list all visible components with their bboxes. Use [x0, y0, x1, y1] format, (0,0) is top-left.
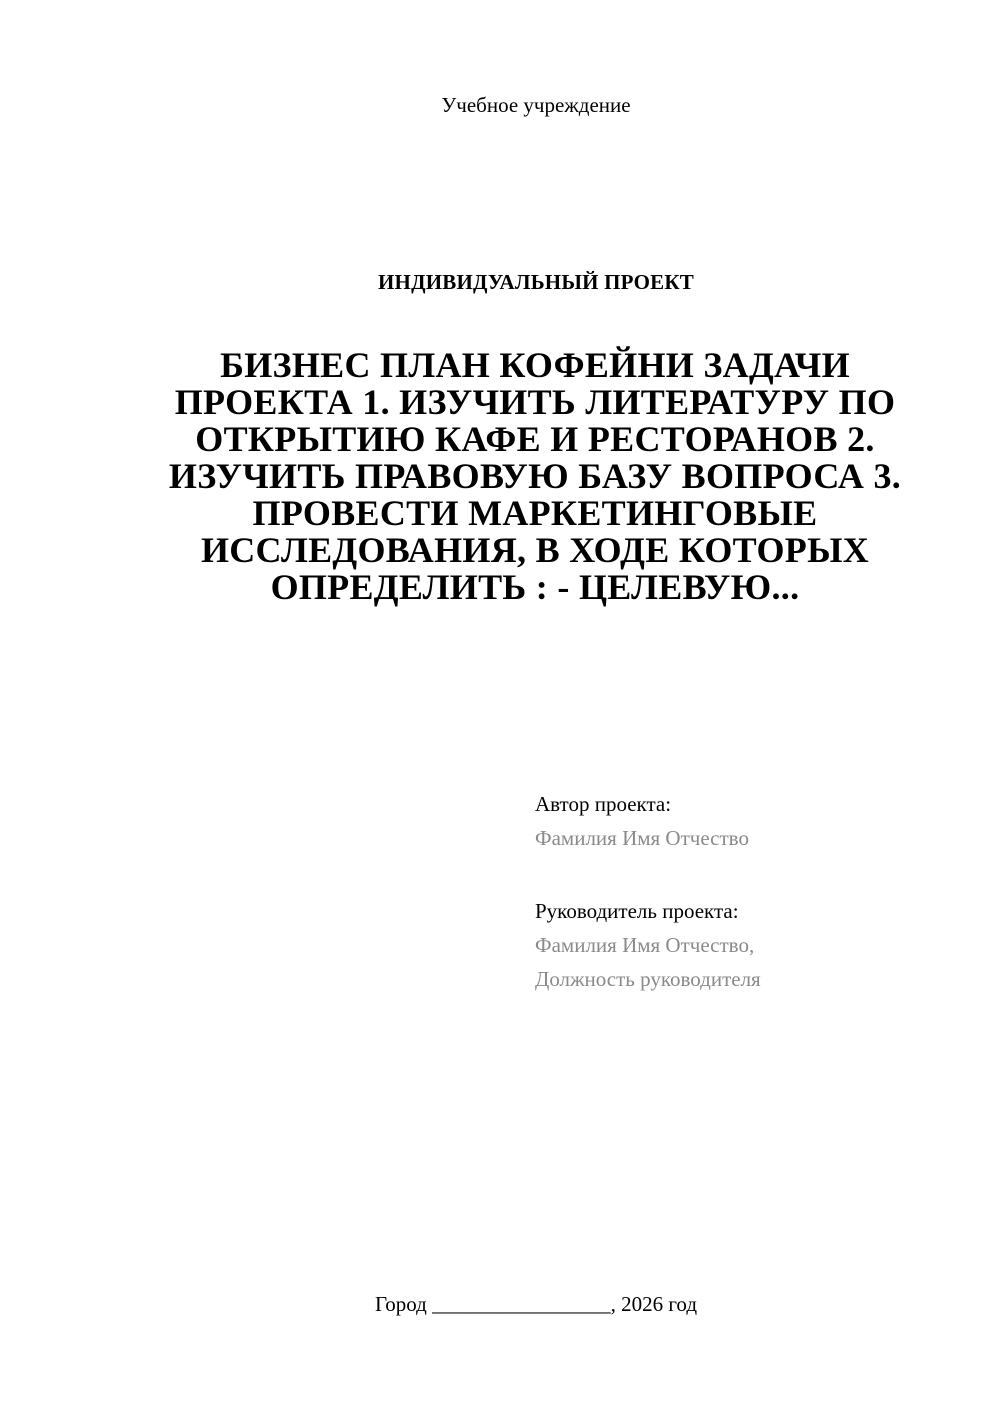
author-name: Фамилия Имя Отчество [535, 826, 749, 850]
author-block [535, 787, 749, 855]
supervisor-label: Руководитель проекта: [535, 899, 739, 923]
city-year-line: Город _________________, 2026 год [374, 1292, 698, 1316]
document-type: ИНДИВИДУАЛЬНЫЙ ПРОЕКТ [378, 270, 694, 294]
institution-name: Учебное учреждение [441, 93, 631, 117]
project-title: БИЗНЕС ПЛАН КОФЕЙНИ ЗАДАЧИ ПРОЕКТА 1. ИЗУЧИТЬ ЛИТЕРАТУРУ ПО ОТКРЫТИЮ КАФЕ И РЕСТОРАНОВ 2. ИЗУЧИТЬ ПРАВОВУЮ БАЗУ ВОПРОСА 3. ПРОВЕСТИ МАРКЕТИНГОВЫЕ ИССЛЕДОВАНИЯ, В ХОДЕ КОТОРЫХ ОПРЕДЕЛИТЬ : - ЦЕЛЕВУЮ... [168, 345, 902, 607]
supervisor-position: Должность руководителя [535, 967, 761, 991]
author-label: Автор проекта: [535, 792, 672, 816]
supervisor-block [535, 894, 761, 996]
supervisor-name: Фамилия Имя Отчество, [535, 933, 755, 957]
